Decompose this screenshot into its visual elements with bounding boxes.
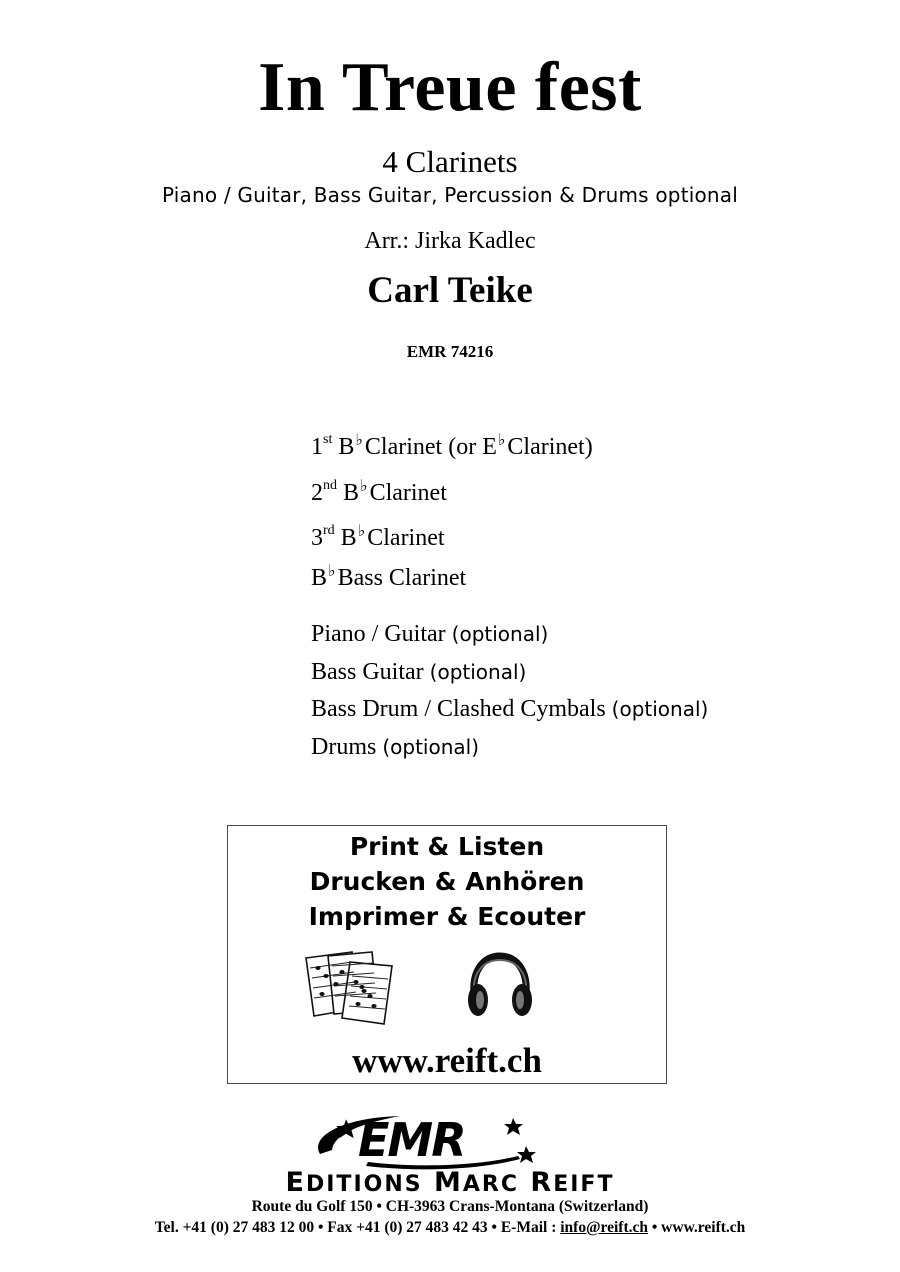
part-line bbox=[311, 560, 593, 600]
optional-part-name: Bass Drum / Clashed Cymbals bbox=[311, 696, 606, 722]
flat-symbol: ♭ bbox=[360, 477, 368, 495]
page-title: In Treue fest bbox=[258, 49, 642, 126]
part-ordinal-suffix: rd bbox=[323, 523, 335, 538]
emr-logo bbox=[308, 1112, 548, 1172]
catalog-number: EMR 74216 bbox=[406, 342, 494, 361]
part-name: Clarinet (or E bbox=[364, 434, 497, 460]
part-name: Clarinet bbox=[369, 479, 447, 506]
arranger: Arr.: Jirka Kadlec bbox=[364, 228, 536, 254]
publisher-word: DITIONS bbox=[305, 1172, 423, 1197]
part-ordinal-suffix: nd bbox=[323, 477, 337, 493]
part-key: B bbox=[343, 479, 360, 506]
part-key: B bbox=[340, 525, 357, 551]
flat-symbol: ♭ bbox=[357, 523, 366, 540]
part-name: Bass Clarinet bbox=[337, 564, 467, 591]
part-ordinal-suffix: st bbox=[323, 432, 333, 447]
publisher-initial: M bbox=[434, 1167, 463, 1198]
optional-parts-list bbox=[311, 616, 708, 766]
optional-part-line bbox=[311, 654, 708, 692]
print-listen-heading-de: Drucken & Anhören bbox=[309, 867, 585, 896]
parts-list bbox=[311, 423, 593, 599]
part-name: Clarinet bbox=[367, 525, 445, 551]
optional-note: (optional) bbox=[611, 697, 709, 721]
optional-part-name: Bass Guitar bbox=[311, 658, 424, 685]
optional-part-line bbox=[311, 691, 708, 729]
publisher-initial: R bbox=[530, 1167, 554, 1198]
part-ordinal: 1 bbox=[311, 434, 323, 460]
phone-fax: Tel. +41 (0) 27 483 12 00 • Fax +41 (0) 27 483 42 43 • E-Mail : bbox=[154, 1219, 561, 1236]
publisher-word: EIFT bbox=[553, 1172, 615, 1197]
flat-symbol: ♭ bbox=[328, 562, 336, 580]
part-key: B bbox=[338, 434, 355, 460]
composer: Carl Teike bbox=[367, 270, 533, 311]
print-listen-heading-fr: Imprimer & Ecouter bbox=[308, 902, 586, 931]
optional-part-line bbox=[311, 729, 708, 767]
optional-note: (optional) bbox=[429, 659, 527, 684]
print-listen-box bbox=[227, 825, 667, 1084]
optional-note: (optional) bbox=[382, 734, 480, 759]
part-ordinal: 3 bbox=[311, 525, 323, 551]
part-name-continued: Clarinet) bbox=[507, 434, 593, 460]
headphones-icon bbox=[464, 950, 536, 1022]
publisher-word: ARC bbox=[462, 1172, 519, 1197]
contact-line bbox=[0, 1217, 900, 1239]
optional-note: (optional) bbox=[451, 622, 549, 646]
flat-symbol: ♭ bbox=[355, 432, 363, 449]
part-line bbox=[311, 423, 593, 469]
sheet-music-icon bbox=[300, 946, 412, 1028]
optional-part-name: Piano / Guitar bbox=[311, 621, 446, 647]
part-ordinal: 2 bbox=[311, 479, 323, 506]
publisher-initial: E bbox=[285, 1167, 306, 1198]
flat-symbol: ♭ bbox=[497, 432, 506, 449]
website-text[interactable]: • www.reift.ch bbox=[648, 1219, 746, 1236]
optional-instruments-line: Piano / Guitar, Bass Guitar, Percussion & Drums optional bbox=[161, 183, 739, 207]
part-key: B bbox=[311, 564, 328, 591]
website-link[interactable]: www.reift.ch bbox=[352, 1041, 542, 1080]
optional-part-name: Drums bbox=[311, 733, 377, 760]
instrumentation: 4 Clarinets bbox=[382, 144, 518, 179]
logo-text: EMR bbox=[358, 1113, 465, 1167]
publisher-address: Route du Golf 150 • CH-3963 Crans-Montana (Switzerland) bbox=[251, 1198, 649, 1215]
part-line bbox=[311, 514, 593, 560]
print-listen-heading: Print & Listen bbox=[349, 832, 545, 861]
optional-part-line bbox=[311, 616, 708, 654]
part-line bbox=[311, 469, 593, 515]
email-link[interactable]: info@reift.ch bbox=[560, 1219, 648, 1236]
